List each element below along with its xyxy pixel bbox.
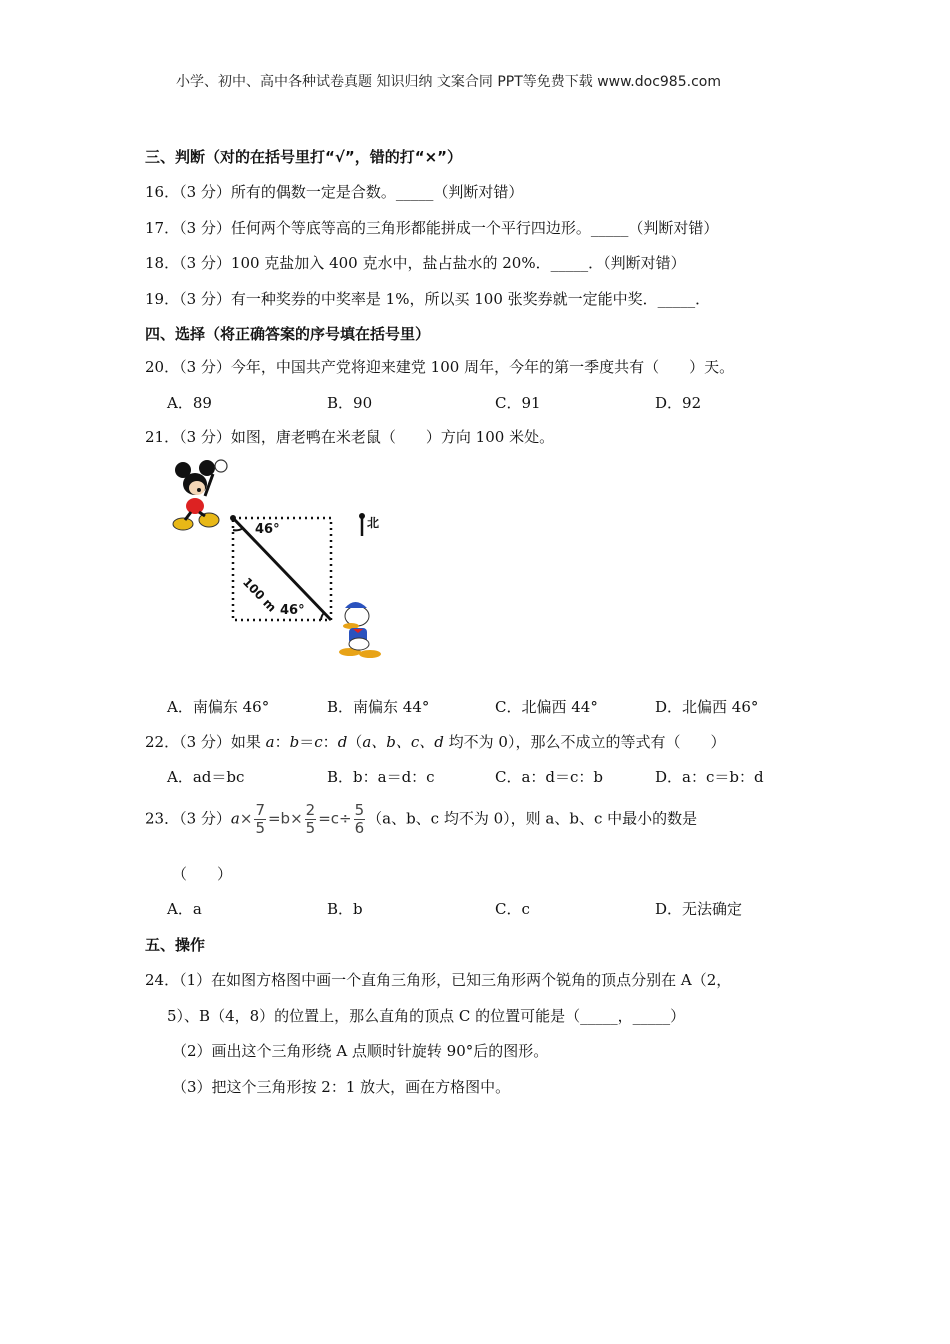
question-19: 19．（3 分）有一种奖券的中奖率是 1%，所以买 100 张奖券就一定能中奖．_____． <box>145 290 711 308</box>
q23-option-d: D．无法确定 <box>655 900 743 918</box>
q21-distance-label: 100 m <box>239 575 279 615</box>
q21-angle-bottom: 46° <box>280 603 305 618</box>
question-21: 21．（3 分）如图，唐老鸭在米老鼠（ ）方向 100 米处。 <box>145 428 555 446</box>
q22-option-b: B．b：a＝d：c <box>327 768 435 786</box>
q20-option-a: A．89 <box>167 394 212 412</box>
north-arrow-icon <box>359 513 365 536</box>
question-20: 20．（3 分）今年，中国共产党将迎来建党 100 周年，今年的第一季度共有（ ）天。 <box>145 358 735 376</box>
q21-figure <box>165 458 405 663</box>
q21-angle-top: 46° <box>255 522 280 537</box>
section-5-title: 五、操作 <box>145 936 206 954</box>
q21-option-a: A．南偏东 46° <box>167 698 270 716</box>
question-24-part3: （3）把这个三角形按 2：1 放大，画在方格图中。 <box>172 1078 511 1096</box>
q21-north-label: 北 <box>367 516 380 530</box>
q22-option-c: C．a：d＝c：b <box>495 768 604 786</box>
donald-duck-icon <box>339 602 381 658</box>
q23-option-a: A．a <box>167 900 202 918</box>
q20-option-c: C．91 <box>495 394 541 412</box>
q22-option-a: A．ad＝bc <box>167 768 245 786</box>
q20-option-d: D．92 <box>655 394 702 412</box>
question-23: 23．（3 分）a× $\frac{7}{5}$ =b× $\frac{2}{5}$ =c÷ $\frac{5}{6}$ （a、b、c 均不为 0），则 a、b、c 中最小的数是 <box>145 801 698 837</box>
q23-blank: （ ） <box>172 865 233 883</box>
q21-option-c: C．北偏西 44° <box>495 698 598 716</box>
mickey-mouse-icon <box>173 460 227 530</box>
question-24-line2: 5）、B（4，8）的位置上，那么直角的顶点 C 的位置可能是（_____，_____） <box>167 1007 686 1025</box>
question-22: 22．（3 分）如果 a：b＝c：d（a、b、c、d 均不为 0），那么不成立的等式有（ ） <box>145 733 726 751</box>
section-4-title: 四、选择（将正确答案的序号填在括号里） <box>145 325 431 343</box>
question-24-part2: （2）画出这个三角形绕 A 点顺时针旋转 90°后的图形。 <box>172 1042 549 1060</box>
question-16: 16．（3 分）所有的偶数一定是合数。_____（判断对错） <box>145 183 524 201</box>
question-24-line1: 24．（1）在如图方格图中画一个直角三角形，已知三角形两个锐角的顶点分别在 A（2， <box>145 971 732 989</box>
page-header: 小学、初中、高中各种试卷真题 知识归纳 文案合同 PPT等免费下载 www.doc985.com <box>176 74 721 90</box>
section-3-title: 三、判断（对的在括号里打“√”，错的打“×”） <box>145 148 463 166</box>
q22-option-d: D．a：c＝b：d <box>655 768 764 786</box>
q23-option-b: B．b <box>327 900 363 918</box>
question-17: 17．（3 分）任何两个等底等高的三角形都能拼成一个平行四边形。_____（判断对错） <box>145 219 719 237</box>
q20-option-b: B．90 <box>327 394 373 412</box>
question-18: 18．（3 分）100 克盐加入 400 克水中，盐占盐水的 20%．_____．（判断对错） <box>145 254 686 272</box>
q21-option-b: B．南偏东 44° <box>327 698 430 716</box>
q21-option-d: D．北偏西 46° <box>655 698 759 716</box>
q23-option-c: C．c <box>495 900 530 918</box>
